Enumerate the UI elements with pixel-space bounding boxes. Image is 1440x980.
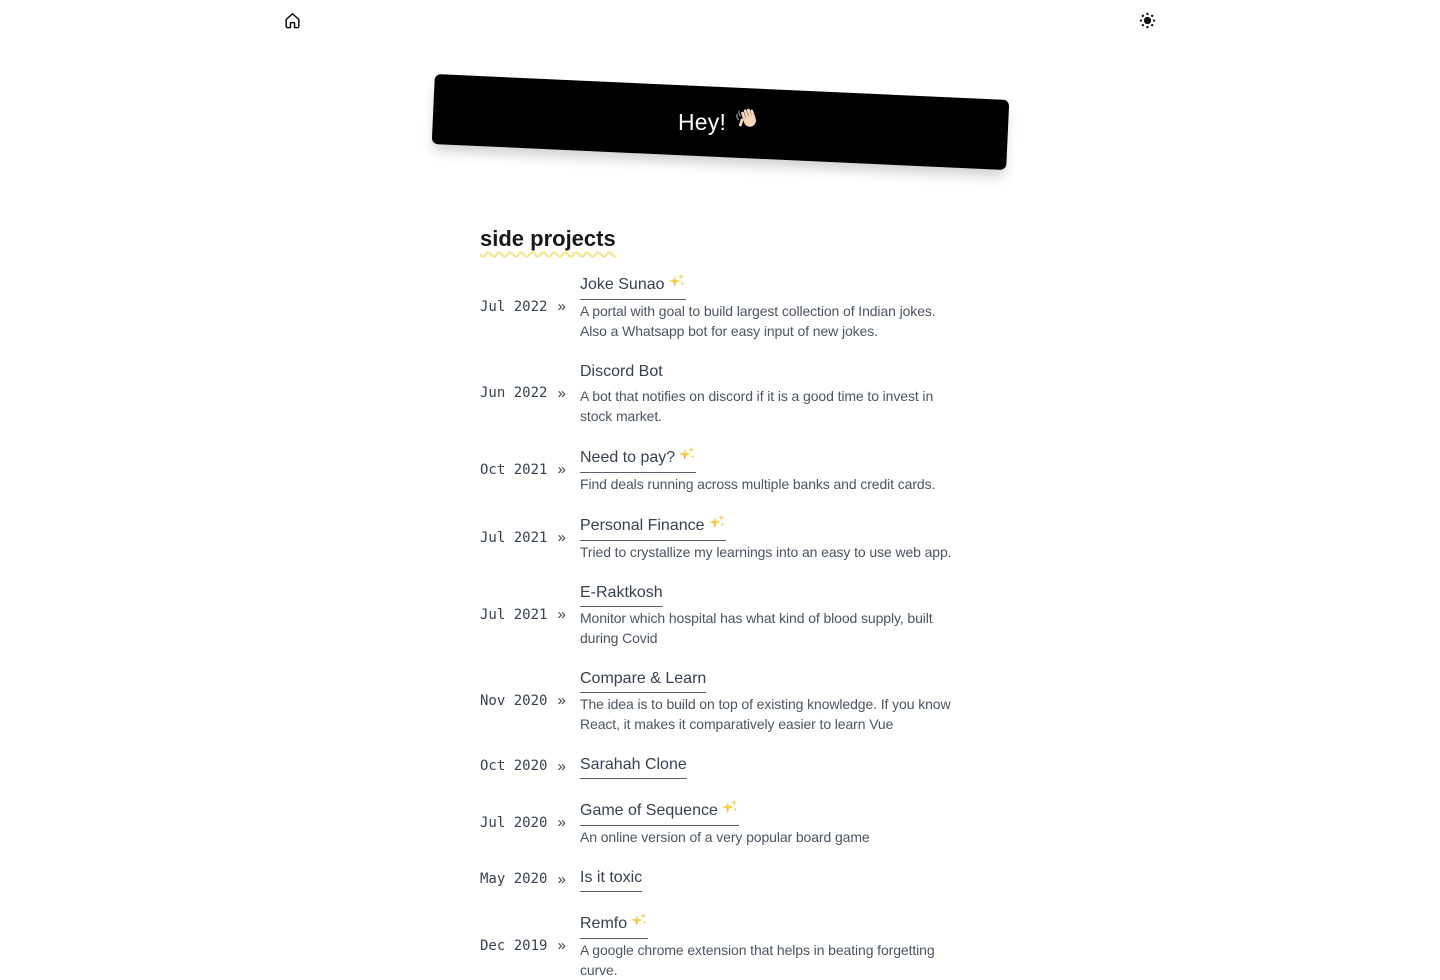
- sparkles-icon: [708, 513, 726, 539]
- project-title-text: Discord Bot: [580, 363, 663, 380]
- project-date: May 2020: [480, 871, 548, 887]
- project-info: [580, 798, 960, 847]
- project-row: [480, 581, 960, 648]
- project-title-text: Compare & Learn: [580, 670, 707, 687]
- project-row: [480, 866, 960, 892]
- sparkles-icon: [630, 911, 648, 937]
- project-row: [480, 513, 960, 562]
- date-arrow: »: [557, 870, 566, 888]
- project-row: [480, 445, 960, 494]
- project-info: [580, 445, 960, 494]
- project-info: [580, 272, 960, 341]
- project-date: Jun 2022: [480, 385, 548, 401]
- project-date-cell: [480, 692, 580, 709]
- project-date: Jul 2021: [480, 606, 548, 623]
- date-arrow: »: [557, 757, 566, 775]
- project-date: Dec 2019: [480, 937, 548, 954]
- project-title-text: Game of Sequence: [580, 802, 718, 819]
- date-arrow: »: [557, 529, 566, 546]
- project-title[interactable]: [580, 667, 706, 693]
- project-row: [480, 667, 960, 734]
- date-arrow: »: [557, 692, 566, 709]
- sparkles-icon: [721, 798, 739, 824]
- hero-banner: [431, 74, 1009, 170]
- project-date-cell: [480, 871, 580, 888]
- project-info: [580, 866, 960, 892]
- project-description: An online version of a very popular board game: [580, 829, 870, 845]
- project-title[interactable]: [580, 753, 687, 779]
- project-date-cell: [480, 529, 580, 546]
- project-title[interactable]: [580, 911, 648, 939]
- date-arrow: »: [557, 298, 566, 315]
- project-title[interactable]: [580, 866, 642, 892]
- date-arrow: »: [557, 384, 566, 402]
- date-arrow: »: [557, 937, 566, 954]
- project-title-text: Need to pay?: [580, 449, 676, 466]
- project-date: Jul 2020: [480, 814, 548, 831]
- project-date: Jul 2021: [480, 529, 548, 546]
- greeting-text: Hey!: [677, 108, 727, 135]
- home-icon: [283, 11, 302, 30]
- project-description: The idea is to build on top of existing knowledge. If you know React, it makes it comparatively easier to learn Vue: [580, 696, 951, 732]
- project-list: [480, 272, 960, 980]
- project-title[interactable]: [580, 272, 686, 300]
- project-date-cell: [480, 814, 580, 831]
- project-row: [480, 798, 960, 847]
- project-date: Jul 2022: [480, 298, 548, 315]
- project-date-cell: [480, 461, 580, 478]
- project-row: [480, 360, 960, 426]
- topbar: [283, 0, 1157, 30]
- project-date: Oct 2021: [480, 461, 548, 478]
- project-date-cell: [480, 937, 580, 954]
- date-arrow: »: [557, 814, 566, 831]
- home-button[interactable]: [283, 11, 302, 30]
- project-info: [580, 753, 960, 779]
- section-title: side projects: [480, 226, 616, 251]
- project-description: Monitor which hospital has what kind of blood supply, built during Covid: [580, 610, 933, 646]
- project-title[interactable]: [580, 798, 739, 826]
- project-info: [580, 360, 960, 426]
- project-row: [480, 911, 960, 980]
- project-info: [580, 911, 960, 980]
- sun-icon: [1138, 11, 1157, 30]
- project-title-text: Personal Finance: [580, 517, 705, 534]
- project-row: [480, 272, 960, 341]
- project-date-cell: [480, 758, 580, 775]
- project-title-text: E-Raktkosh: [580, 584, 663, 601]
- banner-zone: [0, 87, 1440, 157]
- project-description: A bot that notifies on discord if it is a good time to invest in stock market.: [580, 388, 934, 424]
- project-info: [580, 667, 960, 734]
- sparkles-icon: [668, 272, 686, 298]
- project-title[interactable]: [580, 513, 726, 541]
- project-title-text: Is it toxic: [580, 869, 643, 886]
- project-description: Find deals running across multiple banks and credit cards.: [580, 476, 936, 492]
- project-date: Nov 2020: [480, 692, 548, 709]
- theme-toggle-button[interactable]: [1138, 11, 1157, 30]
- project-description: A portal with goal to build largest collection of Indian jokes. Also a Whatsapp bot for easy input of new jokes.: [580, 303, 936, 339]
- project-title: [580, 360, 663, 385]
- project-info: [580, 513, 960, 562]
- project-title-text: Joke Sunao: [580, 276, 665, 293]
- main-content: [480, 226, 960, 980]
- project-date-cell: [480, 606, 580, 623]
- project-row: [480, 753, 960, 779]
- project-date-cell: [480, 385, 580, 402]
- waving-hand-icon: [735, 106, 762, 139]
- project-info: [580, 581, 960, 648]
- date-arrow: »: [557, 606, 566, 623]
- project-title-text: Sarahah Clone: [580, 756, 687, 773]
- date-arrow: »: [557, 461, 566, 478]
- project-title-text: Remfo: [580, 915, 628, 932]
- project-description: A google chrome extension that helps in beating forgetting curve.: [580, 942, 935, 978]
- hero-banner-content: [678, 106, 762, 139]
- project-title[interactable]: [580, 581, 663, 607]
- project-description: Tried to crystallize my learnings into an easy to use web app.: [580, 544, 952, 560]
- project-date: Oct 2020: [480, 758, 548, 774]
- project-date-cell: [480, 298, 580, 315]
- sparkles-icon: [678, 445, 696, 471]
- project-title[interactable]: [580, 445, 696, 473]
